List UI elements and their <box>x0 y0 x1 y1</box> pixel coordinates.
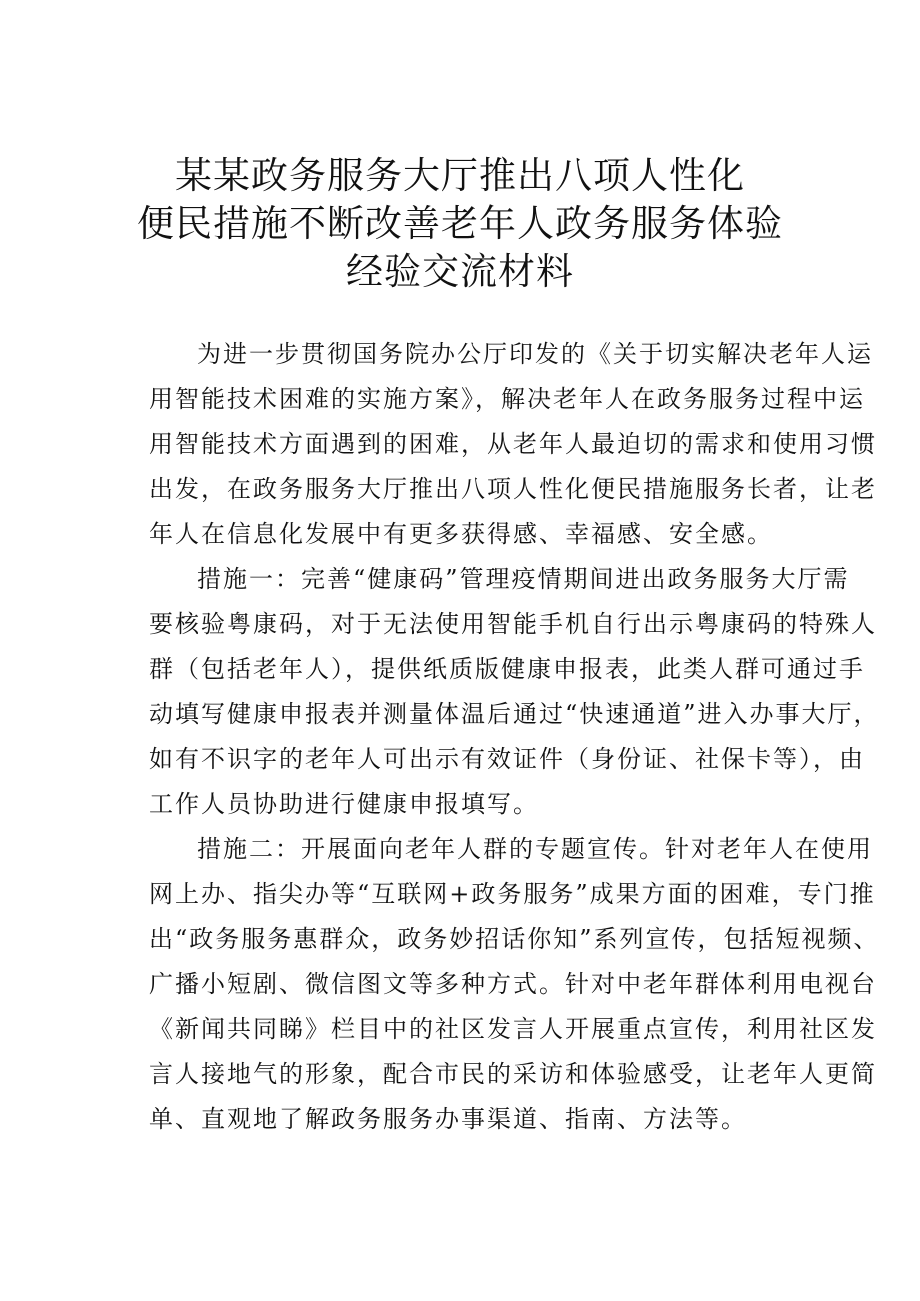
paragraph-line: 工作人员协助进行健康申报填写。 <box>149 790 539 818</box>
paragraph-line: 网上办、指尖办等“互联网+政务服务”成果方面的困难，专门推 <box>149 880 876 908</box>
paragraph-line: 年人在信息化发展中有更多获得感、幸福感、安全感。 <box>149 520 773 548</box>
title-line-1: 某某政务服务大厅推出八项人性化 <box>175 154 745 197</box>
paragraph-line: 言人接地气的形象，配合市民的采访和体验感受，让老年人更简 <box>149 1060 877 1088</box>
paragraph-line: 用智能技术方面遇到的困难，从老年人最迫切的需求和使用习惯 <box>149 430 877 458</box>
paragraph-line: 广播小短剧、微信图文等多种方式。针对中老年群体利用电视台 <box>149 970 877 998</box>
paragraph-line: 用智能技术困难的实施方案》，解决老年人在政务服务过程中运 <box>149 385 865 413</box>
paragraph-measure-one <box>149 557 880 827</box>
paragraph-line: 《新闻共同睇》栏目中的社区发言人开展重点宣传，利用社区发 <box>149 1015 877 1043</box>
paragraph-line: 出发，在政务服务大厅推出八项人性化便民措施服务长者，让老 <box>149 475 877 503</box>
paragraph-intro <box>149 332 877 557</box>
paragraph-line: 出“政务服务惠群众，政务妙招话你知”系列宣传，包括短视频、 <box>149 925 880 953</box>
paragraph-line: 动填写健康申报表并测量体温后通过“快速通道”进入办事大厅， <box>149 700 880 728</box>
document-title <box>120 152 800 296</box>
paragraph-line: 单、直观地了解政务服务办事渠道、指南、方法等。 <box>149 1105 747 1133</box>
paragraph-line: 措施一：完善“健康码”管理疫情期间进出政务服务大厅需 <box>197 565 850 593</box>
paragraph-line: 群（包括老年人），提供纸质版健康申报表，此类人群可通过手 <box>149 655 865 683</box>
paragraph-line: 要核验粤康码，对于无法使用智能手机自行出示粤康码的特殊人 <box>149 610 877 638</box>
title-line-3: 经验交流材料 <box>346 250 574 293</box>
title-line-2: 便民措施不断改善老年人政务服务体验 <box>137 202 783 245</box>
document-body <box>149 332 880 1142</box>
paragraph-line: 措施二：开展面向老年人群的专题宣传。针对老年人在使用 <box>197 835 873 863</box>
paragraph-measure-two <box>149 827 880 1142</box>
paragraph-line: 如有不识字的老年人可出示有效证件（身份证、社保卡等），由 <box>149 745 865 773</box>
paragraph-line: 为进一步贯彻国务院办公厅印发的《关于切实解决老年人运 <box>197 340 873 368</box>
